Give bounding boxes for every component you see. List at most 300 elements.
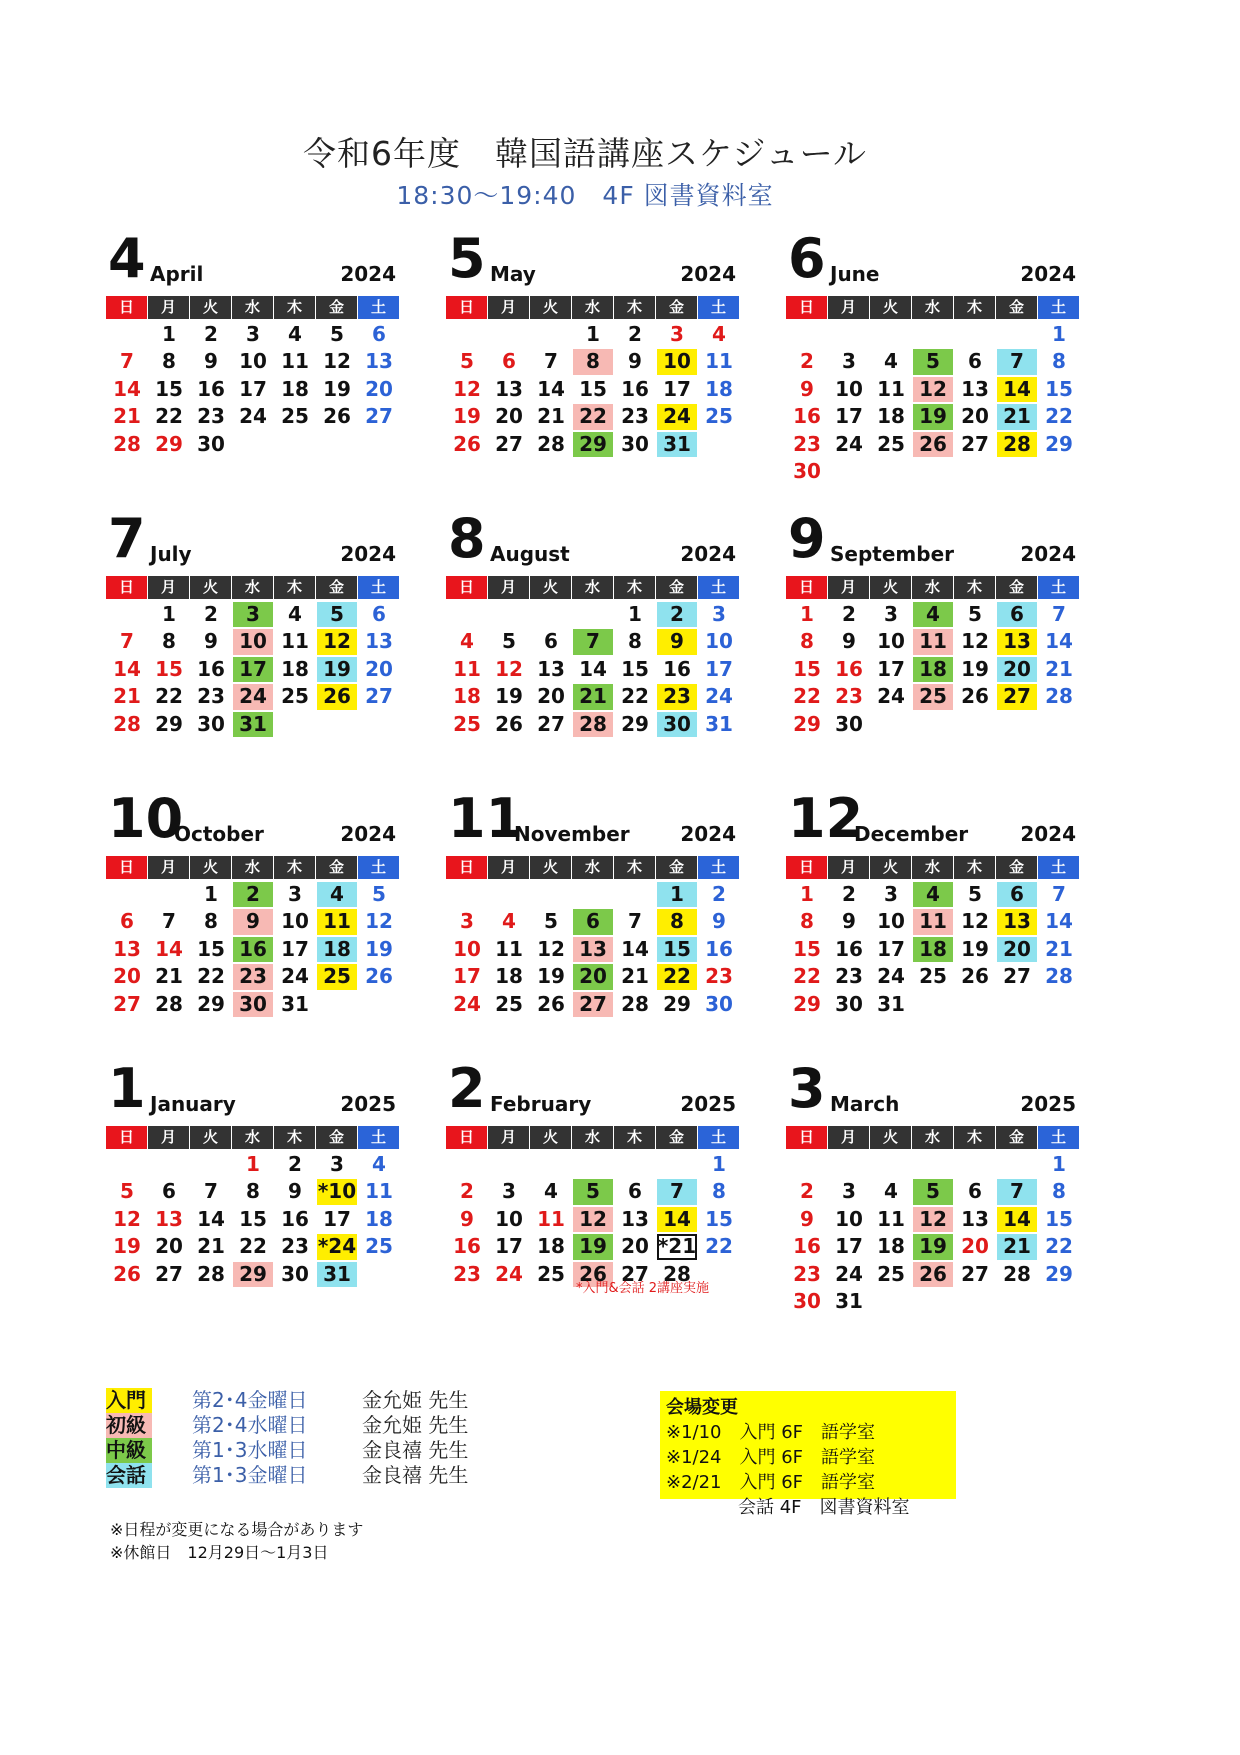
day-cell: 23	[793, 431, 821, 456]
weekday-label: 土	[358, 296, 400, 319]
day-cell: 11	[281, 349, 309, 374]
day-cell: 5	[968, 882, 982, 906]
month-name: April	[150, 262, 204, 286]
day-cell: 5	[460, 349, 474, 374]
day-cell: 4	[884, 1179, 898, 1204]
venue-change-line: ※1/10 入門 6F 語学室	[666, 1422, 876, 1443]
day-cell: 28	[663, 1261, 691, 1286]
day-cell: 26	[537, 991, 565, 1016]
month-name: May	[490, 262, 536, 286]
weekday-label: 日	[786, 856, 828, 879]
day-cell: 3	[288, 882, 302, 906]
day-cell: 14	[621, 936, 649, 961]
day-cell: 16	[705, 936, 733, 961]
day-cell: 27	[155, 1261, 183, 1286]
weekday-label: 土	[1038, 296, 1080, 319]
day-cell: 21	[1045, 936, 1073, 961]
empty-cell	[489, 602, 529, 627]
day-cell: 2	[712, 882, 726, 906]
day-cell: 15	[155, 656, 183, 681]
weekday-label: 土	[358, 856, 400, 879]
empty-cell	[447, 1152, 487, 1177]
weekday-label: 月	[488, 1126, 530, 1149]
month-number: 9	[788, 507, 826, 570]
day-cell: 29	[155, 711, 183, 736]
day-cell: 4	[288, 322, 302, 346]
day-cell: 9	[800, 376, 814, 401]
day-cell: 29	[155, 431, 183, 456]
month-year: 2024	[680, 262, 736, 286]
weekday-label: 土	[358, 1126, 400, 1149]
day-grid	[446, 881, 742, 1018]
day-cell: 15	[793, 656, 821, 681]
day-cell: 15	[621, 656, 649, 681]
month-name: July	[150, 542, 192, 566]
day-cell: 28	[621, 991, 649, 1016]
day-cell: 7	[657, 1179, 697, 1204]
month-year: 2024	[1020, 262, 1076, 286]
month-name: February	[490, 1092, 592, 1116]
day-cell: 31	[877, 991, 905, 1016]
day-cell: 9	[288, 1179, 302, 1204]
day-cell: 7	[573, 629, 613, 654]
day-cell: 20	[621, 1234, 649, 1259]
day-cell: 16	[453, 1234, 481, 1259]
day-cell: 30	[657, 712, 697, 737]
day-cell: 29	[621, 711, 649, 736]
weekday-label: 火	[870, 1126, 912, 1149]
weekday-label: 日	[106, 576, 148, 599]
day-cell: 7	[997, 1179, 1037, 1204]
day-cell: 27	[365, 684, 393, 709]
day-cell: 22	[155, 684, 183, 709]
month-calendar	[786, 502, 1082, 762]
day-cell: 28	[113, 711, 141, 736]
day-cell: 19	[323, 376, 351, 401]
day-cell: 30	[621, 431, 649, 456]
day-cell: 1	[800, 602, 814, 626]
day-cell: 3	[712, 602, 726, 626]
day-cell: 28	[537, 431, 565, 456]
day-cell: 3	[884, 882, 898, 906]
day-cell: 29	[663, 991, 691, 1016]
day-cell: 8	[657, 909, 697, 934]
empty-cell	[489, 882, 529, 907]
weekday-label: 火	[870, 856, 912, 879]
weekday-label: 土	[698, 856, 740, 879]
day-cell: 14	[113, 656, 141, 681]
day-cell: 8	[204, 909, 218, 934]
day-cell: 10	[705, 629, 733, 654]
day-cell: 28	[1045, 964, 1073, 989]
day-cell: 29	[1045, 431, 1073, 456]
day-cell: 14	[1045, 629, 1073, 654]
day-cell: 25	[877, 1261, 905, 1286]
month-name: November	[514, 822, 630, 846]
day-cell: 3	[330, 1152, 344, 1176]
day-cell: 6	[628, 1179, 642, 1204]
weekday-label: 木	[954, 296, 996, 319]
month-name: October	[174, 822, 264, 846]
day-cell: 9	[204, 349, 218, 374]
weekday-header	[786, 576, 1082, 599]
course-legend	[106, 1388, 468, 1488]
weekday-label: 金	[996, 856, 1038, 879]
weekday-label: 金	[316, 856, 358, 879]
venue-change-line: ※2/21 入門 6F 語学室	[666, 1472, 876, 1493]
day-cell: 22	[793, 964, 821, 989]
month-name: June	[830, 262, 880, 286]
footnotes	[110, 1518, 363, 1564]
day-cell: 27	[621, 1261, 649, 1286]
day-cell: 28	[197, 1261, 225, 1286]
day-cell: 1	[162, 602, 176, 626]
day-grid	[446, 321, 742, 458]
empty-cell	[531, 1152, 571, 1177]
weekday-label: 水	[572, 1126, 614, 1149]
empty-cell	[573, 602, 613, 627]
day-cell: 2	[628, 322, 642, 346]
day-cell: 16	[197, 376, 225, 401]
day-cell: 24	[453, 991, 481, 1016]
weekday-label: 木	[614, 296, 656, 319]
day-cell: 26	[495, 711, 523, 736]
weekday-label: 水	[912, 296, 954, 319]
day-cell: 14	[657, 1207, 697, 1232]
empty-cell	[447, 602, 487, 627]
day-cell: 7	[120, 349, 134, 374]
day-cell: 12	[453, 376, 481, 401]
day-cell: 26	[961, 684, 989, 709]
day-cell: 18	[537, 1234, 565, 1259]
day-cell: 22	[155, 404, 183, 429]
day-cell: 13	[621, 1206, 649, 1231]
weekday-label: 月	[148, 576, 190, 599]
day-cell: 19	[913, 404, 953, 429]
day-cell: 12	[961, 909, 989, 934]
day-cell: 10	[835, 1206, 863, 1231]
day-cell: 31	[835, 1288, 863, 1313]
legend-tag: 入門	[106, 1388, 152, 1413]
day-cell: 4	[712, 322, 726, 346]
empty-cell	[489, 322, 529, 347]
day-cell: 8	[162, 629, 176, 654]
day-cell: 2	[842, 882, 856, 906]
empty-cell	[149, 882, 189, 907]
day-cell: 13	[113, 936, 141, 961]
day-cell: 23	[705, 964, 733, 989]
day-cell: 26	[913, 432, 953, 457]
day-cell: 8	[800, 909, 814, 934]
day-cell: 27	[997, 684, 1037, 709]
day-cell: 8	[800, 629, 814, 654]
day-cell: 13	[997, 629, 1037, 654]
day-cell: 31	[705, 711, 733, 736]
day-cell: 5	[372, 882, 386, 906]
day-cell: 25	[317, 964, 357, 989]
month-calendar	[446, 222, 742, 482]
day-cell: 28	[113, 431, 141, 456]
weekday-header	[446, 576, 742, 599]
day-cell: 14	[197, 1206, 225, 1231]
day-cell: 14	[997, 377, 1037, 402]
day-cell: 27	[961, 1261, 989, 1286]
venue-change-box	[660, 1391, 956, 1518]
empty-cell	[447, 322, 487, 347]
day-cell: 11	[877, 1206, 905, 1231]
legend-day: 第1･3水曜日	[192, 1438, 308, 1462]
month-year: 2024	[340, 262, 396, 286]
day-cell: 10	[233, 629, 273, 654]
month-header	[786, 222, 1082, 290]
february-note: *入門&会話 2講座実施	[576, 1281, 710, 1296]
weekday-label: 土	[1038, 1126, 1080, 1149]
day-cell: 11	[365, 1179, 393, 1204]
day-cell: 19	[961, 656, 989, 681]
weekday-label: 火	[190, 296, 232, 319]
day-cell: 6	[372, 322, 386, 346]
month-year: 2025	[680, 1092, 736, 1116]
day-cell: 19	[537, 964, 565, 989]
day-cell: 22	[1045, 1234, 1073, 1259]
empty-cell	[955, 322, 995, 347]
day-cell: 5	[317, 602, 357, 627]
day-cell: 22	[239, 1234, 267, 1259]
month-year: 2024	[1020, 542, 1076, 566]
day-cell: 6	[997, 602, 1037, 627]
day-cell: 24	[705, 684, 733, 709]
empty-cell	[531, 882, 571, 907]
day-cell: 13	[537, 656, 565, 681]
day-cell: 20	[997, 937, 1037, 962]
day-cell: 15	[1045, 1206, 1073, 1231]
weekday-label: 木	[614, 1126, 656, 1149]
day-cell: 16	[621, 376, 649, 401]
day-grid	[106, 321, 402, 458]
day-cell: 31	[317, 1262, 357, 1287]
day-cell: 17	[835, 404, 863, 429]
day-cell: 22	[621, 684, 649, 709]
month-year: 2025	[1020, 1092, 1076, 1116]
month-number: 8	[448, 507, 486, 570]
empty-cell	[107, 602, 147, 627]
day-cell: 6	[968, 1179, 982, 1204]
day-cell: 23	[621, 404, 649, 429]
empty-cell	[871, 1152, 911, 1177]
weekday-label: 水	[572, 576, 614, 599]
day-cell: 18	[913, 657, 953, 682]
empty-cell	[573, 882, 613, 907]
day-cell: 4	[544, 1179, 558, 1204]
day-cell: 23	[657, 684, 697, 709]
weekday-header	[106, 856, 402, 879]
day-cell: 3	[842, 1179, 856, 1204]
day-cell: 16	[835, 936, 863, 961]
day-cell: 27	[1003, 964, 1031, 989]
day-cell: 18	[365, 1206, 393, 1231]
weekday-label: 月	[148, 1126, 190, 1149]
day-cell: 4	[884, 349, 898, 374]
month-calendar	[106, 782, 402, 1042]
day-cell: 21	[113, 404, 141, 429]
day-cell: 4	[372, 1152, 386, 1176]
footnote: ※休館日 12月29日～1月3日	[110, 1543, 329, 1562]
weekday-label: 水	[232, 856, 274, 879]
day-cell: 20	[113, 964, 141, 989]
day-cell: 10	[877, 629, 905, 654]
weekday-label: 火	[190, 1126, 232, 1149]
day-cell: 22	[1045, 404, 1073, 429]
day-cell: 20	[365, 376, 393, 401]
venue-change-line: ※1/24 入門 6F 語学室	[666, 1447, 876, 1468]
day-cell: 18	[877, 1234, 905, 1259]
day-cell: 1	[628, 602, 642, 626]
month-number: 12	[788, 787, 864, 850]
day-cell: 4	[913, 602, 953, 627]
day-grid	[786, 881, 1082, 1018]
weekday-header	[106, 1126, 402, 1149]
day-grid	[786, 321, 1082, 485]
day-cell: 19	[961, 936, 989, 961]
day-cell: 22	[657, 964, 697, 989]
weekday-label: 金	[996, 1126, 1038, 1149]
month-year: 2024	[340, 542, 396, 566]
empty-cell	[149, 1152, 189, 1177]
day-grid	[446, 601, 742, 738]
day-cell: 21	[997, 1234, 1037, 1259]
day-cell: 11	[317, 909, 357, 934]
day-cell: 17	[877, 936, 905, 961]
day-cell: 17	[323, 1206, 351, 1231]
legend-teacher: 金允姫 先生	[362, 1413, 469, 1437]
weekday-header	[786, 296, 1082, 319]
weekday-label: 木	[954, 1126, 996, 1149]
weekday-label: 日	[106, 1126, 148, 1149]
day-cell: 5	[544, 909, 558, 934]
weekday-label: 月	[828, 1126, 870, 1149]
day-cell: 27	[961, 431, 989, 456]
day-cell: 7	[544, 349, 558, 374]
day-cell: 10	[495, 1206, 523, 1231]
day-cell: 3	[460, 909, 474, 934]
day-cell: 6	[573, 909, 613, 934]
empty-cell	[107, 1152, 147, 1177]
weekday-label: 日	[446, 1126, 488, 1149]
month-name: August	[490, 542, 570, 566]
weekday-header	[786, 1126, 1082, 1149]
day-cell: 10	[239, 349, 267, 374]
weekday-header	[446, 1126, 742, 1149]
day-cell: 18	[281, 376, 309, 401]
day-cell: 14	[997, 1207, 1037, 1232]
day-cell: 18	[913, 937, 953, 962]
weekday-label: 火	[190, 576, 232, 599]
month-header	[106, 782, 402, 850]
day-cell: 6	[372, 602, 386, 626]
weekday-label: 金	[996, 296, 1038, 319]
month-header	[786, 1052, 1082, 1120]
day-cell: 7	[628, 909, 642, 934]
day-cell: 14	[1045, 909, 1073, 934]
day-cell: 26	[323, 404, 351, 429]
day-cell: 4	[502, 909, 516, 934]
month-calendar	[106, 1052, 402, 1312]
legend-row-nyumon	[106, 1388, 468, 1413]
day-cell: 19	[113, 1234, 141, 1259]
weekday-label: 木	[954, 856, 996, 879]
empty-cell	[913, 1152, 953, 1177]
day-cell: 2	[842, 602, 856, 626]
empty-cell	[107, 322, 147, 347]
weekday-label: 土	[698, 296, 740, 319]
day-cell: 17	[835, 1234, 863, 1259]
day-cell: 2	[204, 602, 218, 626]
month-header	[106, 1052, 402, 1120]
empty-cell	[997, 322, 1037, 347]
day-cell: 23	[281, 1234, 309, 1259]
day-cell: 19	[495, 684, 523, 709]
month-number: 4	[108, 227, 146, 290]
weekday-label: 水	[912, 856, 954, 879]
day-cell: 23	[197, 404, 225, 429]
day-cell: 3	[884, 602, 898, 626]
weekday-label: 木	[274, 296, 316, 319]
weekday-label: 日	[106, 856, 148, 879]
empty-cell	[615, 882, 655, 907]
month-header	[786, 782, 1082, 850]
day-cell: 3	[670, 322, 684, 346]
day-cell: 31	[657, 432, 697, 457]
day-cell: 6	[544, 629, 558, 654]
weekday-label: 木	[274, 576, 316, 599]
day-cell: 1	[712, 1152, 726, 1176]
day-cell: 9	[233, 909, 273, 934]
page-subtitle: 18:30～19:40 4F 図書資料室	[396, 181, 774, 210]
day-cell: 30	[281, 1261, 309, 1286]
legend-teacher: 金良禧 先生	[362, 1463, 469, 1487]
day-cell: 31	[233, 712, 273, 737]
day-cell: 12	[537, 936, 565, 961]
day-cell: 21	[197, 1234, 225, 1259]
day-cell: 3	[246, 322, 260, 346]
day-cell: 5	[913, 349, 953, 374]
weekday-header	[786, 856, 1082, 879]
day-cell: 30	[705, 991, 733, 1016]
day-cell: 1	[246, 1152, 260, 1176]
day-cell: 30	[793, 458, 821, 483]
day-cell: 7	[997, 349, 1037, 374]
legend-teacher: 金允姫 先生	[362, 1388, 469, 1412]
day-cell: 17	[663, 376, 691, 401]
day-cell: 9	[657, 629, 697, 654]
weekday-label: 水	[572, 296, 614, 319]
day-grid	[446, 1151, 742, 1288]
day-cell: 5	[330, 322, 344, 346]
legend-tag: 初級	[106, 1413, 152, 1438]
day-cell: 20	[961, 404, 989, 429]
month-year: 2025	[340, 1092, 396, 1116]
month-calendar	[786, 1052, 1082, 1312]
day-cell: 13	[961, 376, 989, 401]
legend-tag: 会話	[106, 1463, 152, 1488]
weekday-label: 月	[148, 856, 190, 879]
month-header	[446, 1052, 742, 1120]
day-cell: 28	[155, 991, 183, 1016]
day-cell: 26	[113, 1261, 141, 1286]
day-cell: 14	[537, 376, 565, 401]
weekday-label: 火	[530, 856, 572, 879]
month-calendar	[446, 782, 742, 1042]
